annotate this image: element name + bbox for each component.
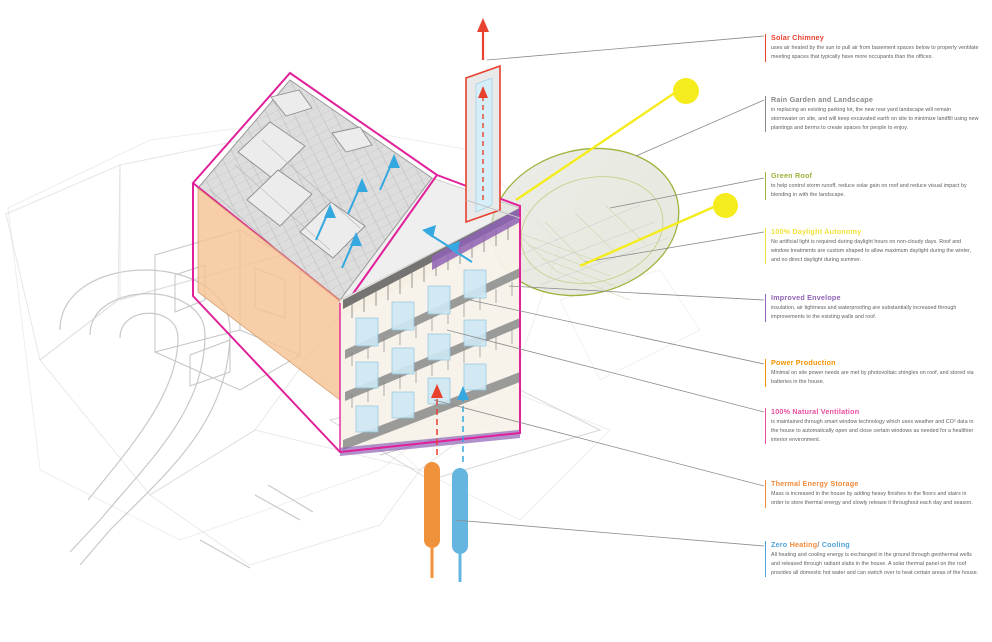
annotation-body: No artificial light is required during daylight hours on non-cloudy days. Roof and window treatments are custom shaped to allow maximum daylight during the winter, and no direct daylight during summer.: [771, 239, 972, 263]
annotation-thermal-energy-storage: [771, 480, 979, 508]
annotation-body: Mass is increased in the house by adding heavy finishes to the floors and stairs in order to store thermal energy and slowly release it throughout each day and season.: [771, 491, 973, 507]
sun-icon-lower: [713, 193, 738, 218]
annotation-title-part-heating: Heating: [789, 540, 818, 549]
annotation-improved-envelope: [771, 294, 979, 322]
annotation-body: All heating and cooling energy is exchanged in the ground through geothermal wells and released through radiant slabs in the house. A solar thermal panel on the roof provides all domestic hot water and can switch over to heat certain areas of the house.: [771, 552, 979, 576]
annotation-rain-garden-and-landscape: [771, 96, 979, 132]
annotation-body: insulation, air tightness and waterproofing are substantially increased through improvements to the existing walls and roof.: [771, 305, 957, 321]
annotation-title: [771, 541, 979, 549]
annotation-title: Green Roof: [771, 171, 813, 180]
annotation-body: in replacing an existing parking lot, the new rear yard landscape will remain stormwater on site, and will keep excavated earth on site to minimize landfill using new plantings and berms to create spaces for people to enjoy.: [771, 107, 979, 131]
sun-rays: [516, 92, 716, 266]
annotation-title-part-slash: /: [817, 540, 822, 549]
annotation-daylight-autonomy: [771, 228, 979, 264]
annotation-title: Thermal Energy Storage: [771, 479, 859, 488]
annotation-rule: [765, 359, 766, 387]
annotation-power-production: [771, 359, 979, 387]
annotation-title: Rain Garden and Landscape: [771, 95, 874, 104]
annotation-title: Improved Envelope: [771, 293, 841, 302]
annotation-body: Minimal on site power needs are met by photovoltaic shingles on roof, and stored via batteries in the house.: [771, 370, 974, 386]
annotation-rule: [765, 480, 766, 508]
annotation-title: 100% Daylight Autonomy: [771, 227, 862, 236]
annotation-title: 100% Natural Ventilation: [771, 407, 860, 416]
annotation-zero-heating-cooling: [771, 541, 979, 577]
annotation-body: uses air heated by the sun to pull air from basement spaces below to properly ventilate meeting spaces that typically have more occupants than the offices.: [771, 45, 979, 61]
annotation-title-part-zero: Zero: [771, 540, 790, 549]
annotation-rule: [765, 172, 766, 200]
annotation-title-part-cooling: Cooling: [821, 540, 850, 549]
annotation-solar-chimney: [771, 34, 979, 62]
annotation-rule: [765, 408, 766, 444]
annotation-title: Power Production: [771, 358, 836, 367]
annotation-rule: [765, 541, 766, 577]
annotation-rule: [765, 34, 766, 62]
annotation-rule: [765, 96, 766, 132]
annotation-rule: [765, 294, 766, 322]
annotation-natural-ventilation: [771, 408, 979, 444]
annotation-body: to help control storm runoff, reduce solar gain on roof and reduce visual impact by blending in with the landscape.: [771, 183, 967, 199]
sun-icon-upper: [673, 78, 699, 104]
annotation-rule: [765, 228, 766, 264]
annotation-title: Solar Chimney: [771, 33, 824, 42]
annotation-body: is maintained through smart window technology which uses weather and CO² data in the house to automatically open and close certain windows as needed for a healthier interior environment.: [771, 419, 974, 443]
annotation-green-roof: [771, 172, 979, 200]
